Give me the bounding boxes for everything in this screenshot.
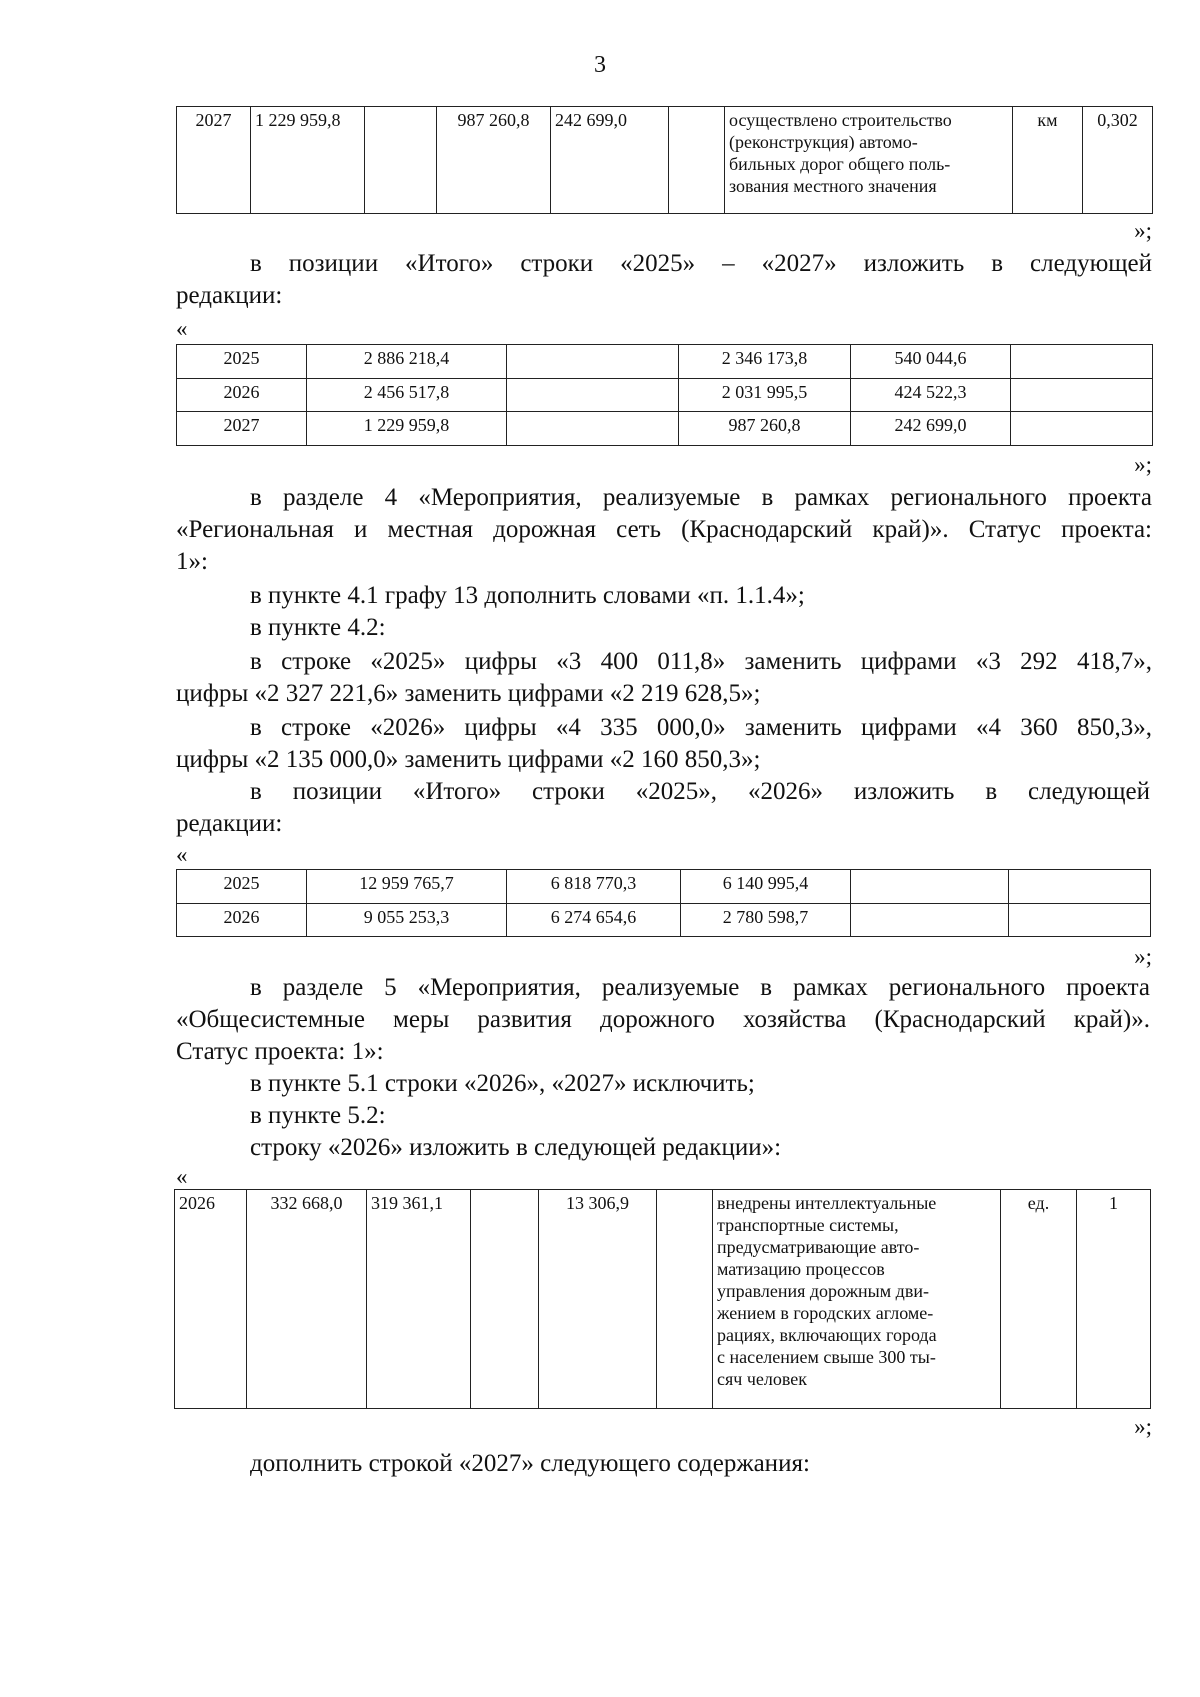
cell-total: 12 959 765,7 [307, 870, 507, 904]
paragraph-line: редакции: [176, 282, 283, 309]
cell-total: 2 886 218,4 [307, 345, 507, 379]
cell-empty [507, 345, 679, 379]
cell-total: 1 229 959,8 [251, 107, 365, 214]
cell-unit: км [1013, 107, 1083, 214]
cell-value: 6 818 770,3 [507, 870, 681, 904]
description-line: (реконструкция) автомо- [729, 132, 918, 152]
table-row [175, 1190, 1151, 1409]
cell-description [725, 107, 1013, 214]
table-row [177, 378, 1153, 412]
paragraph-line: 1»: [176, 548, 208, 575]
table-3 [176, 869, 1151, 937]
cell-year: 2027 [177, 412, 307, 446]
cell-year: 2026 [175, 1190, 247, 1409]
paragraph-line: в позиции «Итого» строки «2025» – «2027» изложить в следующей [250, 250, 1152, 277]
cell-empty [1011, 378, 1153, 412]
cell-value: 6 274 654,6 [507, 903, 681, 937]
cell-year: 2025 [177, 345, 307, 379]
table-row [177, 870, 1151, 904]
paragraph-line: в пункте 5.2: [250, 1102, 386, 1129]
cell-value: 540 044,6 [851, 345, 1011, 379]
paragraph-line: в разделе 5 «Мероприятия, реализуемые в рамках регионального проекта [250, 974, 1150, 1001]
table-row [177, 107, 1153, 214]
cell-year: 2025 [177, 870, 307, 904]
table-1 [176, 106, 1153, 214]
cell-total: 9 055 253,3 [307, 903, 507, 937]
cell-total: 1 229 959,8 [307, 412, 507, 446]
opening-quote: « [176, 1164, 188, 1189]
paragraph-line: цифры «2 135 000,0» заменить цифрами «2 160 850,3»; [176, 746, 761, 773]
cell-empty [851, 903, 1009, 937]
description-line: с населением свыше 300 ты- [717, 1347, 936, 1367]
paragraph-line: цифры «2 327 221,6» заменить цифрами «2 219 628,5»; [176, 680, 761, 707]
description-line: рациях, включающих города [717, 1325, 937, 1345]
description-line: бильных дорог общего поль- [729, 154, 951, 174]
cell-description [713, 1190, 1001, 1409]
cell-empty [1011, 412, 1153, 446]
table-4 [174, 1189, 1151, 1409]
cell-value: 2 031 995,5 [679, 378, 851, 412]
description-line: зования местного значения [729, 176, 937, 196]
cell-year: 2026 [177, 378, 307, 412]
description-line: транспортные системы, [717, 1215, 899, 1235]
cell-empty [507, 378, 679, 412]
cell-empty [657, 1190, 713, 1409]
closing-quote: »; [1134, 218, 1152, 243]
cell-year: 2026 [177, 903, 307, 937]
cell-empty [1009, 903, 1151, 937]
paragraph-line: «Общесистемные меры развития дорожного хозяйства (Краснодарский край)». [176, 1006, 1150, 1033]
cell-value: 987 260,8 [679, 412, 851, 446]
closing-quote: »; [1134, 1414, 1152, 1439]
cell-value: 424 522,3 [851, 378, 1011, 412]
paragraph-line: в разделе 4 «Мероприятия, реализуемые в рамках регионального проекта [250, 484, 1152, 511]
cell-amount: 0,302 [1083, 107, 1153, 214]
cell-value: 987 260,8 [437, 107, 551, 214]
description-line: управления дорожным дви- [717, 1281, 929, 1301]
table-row [177, 412, 1153, 446]
paragraph-line: в строке «2025» цифры «3 400 011,8» заменить цифрами «3 292 418,7», [250, 648, 1152, 675]
page-number: 3 [594, 52, 606, 78]
paragraph-line: строку «2026» изложить в следующей редакции»: [250, 1134, 782, 1161]
cell-value: 242 699,0 [551, 107, 669, 214]
paragraph-line: в строке «2026» цифры «4 335 000,0» заменить цифрами «4 360 850,3», [250, 714, 1152, 741]
cell-empty [1009, 870, 1151, 904]
closing-quote: »; [1134, 944, 1152, 969]
cell-empty [471, 1190, 539, 1409]
paragraph-line: в пункте 4.2: [250, 614, 386, 641]
closing-quote: »; [1134, 452, 1152, 477]
description-line: жением в городских агломе- [717, 1303, 934, 1323]
paragraph-line: в пункте 4.1 графу 13 дополнить словами «п. 1.1.4»; [250, 582, 805, 609]
table-2 [176, 344, 1153, 446]
cell-value: 13 306,9 [539, 1190, 657, 1409]
cell-value: 2 780 598,7 [681, 903, 851, 937]
cell-empty [507, 412, 679, 446]
paragraph-line: в пункте 5.1 строки «2026», «2027» исключить; [250, 1070, 755, 1097]
opening-quote: « [176, 842, 188, 867]
description-line: сяч человек [717, 1369, 807, 1389]
description-line: матизацию процессов [717, 1259, 885, 1279]
cell-empty [1011, 345, 1153, 379]
paragraph-line: в позиции «Итого» строки «2025», «2026» изложить в следующей [250, 778, 1150, 805]
cell-year: 2027 [177, 107, 251, 214]
cell-value: 2 346 173,8 [679, 345, 851, 379]
cell-value: 319 361,1 [367, 1190, 471, 1409]
description-line: внедрены интеллектуальные [717, 1193, 937, 1213]
cell-value: 6 140 995,4 [681, 870, 851, 904]
cell-value: 242 699,0 [851, 412, 1011, 446]
opening-quote: « [176, 316, 188, 341]
table-row [177, 345, 1153, 379]
cell-unit: ед. [1001, 1190, 1077, 1409]
paragraph-line: дополнить строкой «2027» следующего содержания: [250, 1450, 810, 1477]
cell-empty [365, 107, 437, 214]
description-line: предусматривающие авто- [717, 1237, 920, 1257]
paragraph-line: редакции: [176, 810, 283, 837]
table-row [177, 903, 1151, 937]
cell-empty [669, 107, 725, 214]
cell-total: 2 456 517,8 [307, 378, 507, 412]
paragraph-line: «Региональная и местная дорожная сеть (Краснодарский край)». Статус проекта: [176, 516, 1152, 543]
cell-amount: 1 [1077, 1190, 1151, 1409]
cell-total: 332 668,0 [247, 1190, 367, 1409]
description-line: осуществлено строительство [729, 110, 952, 130]
paragraph-line: Статус проекта: 1»: [176, 1038, 384, 1065]
cell-empty [851, 870, 1009, 904]
